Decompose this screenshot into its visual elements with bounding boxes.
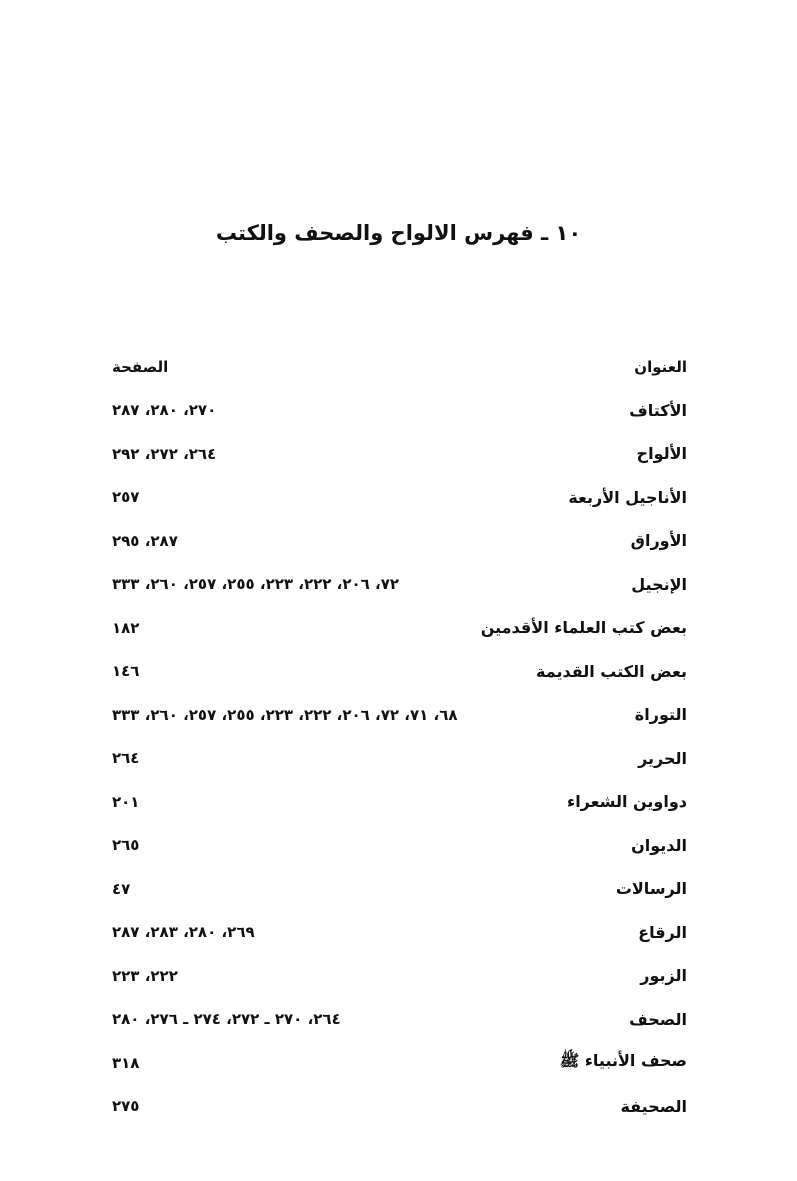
entry-pages: ٢٦٥	[112, 836, 140, 855]
header-term-label: العنوان	[634, 357, 687, 376]
index-header-row	[112, 345, 687, 389]
index-entry-row	[112, 650, 687, 694]
entry-pages: ١٤٦	[112, 662, 140, 681]
entry-term: الأكتاف	[629, 400, 687, 420]
index-entry-row	[112, 693, 687, 737]
entry-pages: ٤٧	[112, 879, 131, 898]
entry-term: الزبور	[640, 966, 687, 986]
entry-pages: ٢٠١	[112, 792, 140, 811]
entry-pages: ٣١٨	[112, 1053, 140, 1072]
entry-term: دواوين الشعراء	[567, 792, 687, 812]
entry-pages: ٢٥٧	[112, 488, 140, 507]
index-entry-row	[112, 389, 687, 433]
entry-term: الإنجيل	[631, 574, 687, 594]
index-entry-row	[112, 563, 687, 607]
entry-term: الحرير	[638, 748, 687, 768]
entry-term: الألواح	[636, 444, 687, 464]
index-entry-row	[112, 824, 687, 868]
index-entry-row	[112, 780, 687, 824]
entry-pages: ٢٦٤، ٢٧٢، ٢٩٢	[112, 444, 217, 463]
entry-term: بعض كتب العلماء الأقدمين	[480, 618, 687, 638]
entry-term: الصحيفة	[620, 1096, 687, 1116]
index-entry-row	[112, 476, 687, 520]
index-entry-row	[112, 1085, 687, 1129]
index-entry-row	[112, 998, 687, 1042]
index-entry-row	[112, 1041, 687, 1085]
entry-term: بعض الكتب القديمة	[536, 661, 687, 681]
index-entry-row	[112, 432, 687, 476]
entry-term: الرسالات	[615, 879, 687, 899]
entry-pages: ٢٦٤، ٢٧٠ ـ ٢٧٢، ٢٧٤ ـ ٢٧٦، ٢٨٠	[112, 1010, 341, 1029]
index-entry-row	[112, 867, 687, 911]
index-entry-row	[112, 911, 687, 955]
entry-pages: ٢٦٩، ٢٨٠، ٢٨٣، ٢٨٧	[112, 923, 255, 942]
index-table	[112, 345, 687, 1128]
entry-pages: ٧٢، ٢٠٦، ٢٢٢، ٢٢٣، ٢٥٥، ٢٥٧، ٢٦٠، ٣٣٣	[112, 575, 400, 594]
entry-term: صحف الأنبياء ﷺ	[559, 1051, 687, 1071]
index-entry-row	[112, 519, 687, 563]
entry-pages: ١٨٢	[112, 618, 140, 637]
entry-term: التوراة	[634, 705, 687, 725]
entry-term: الأوراق	[630, 531, 687, 551]
entry-term: الأناجيل الأربعة	[568, 487, 687, 507]
page-title: ١٠ ـ فهرس الالواح والصحف والكتب	[215, 221, 582, 245]
header-pages-label: الصفحة	[112, 357, 169, 376]
entry-pages: ٢٢٢، ٢٢٣	[112, 966, 178, 985]
entry-term: الرقاع	[638, 922, 687, 942]
entry-term: الصحف	[629, 1009, 687, 1029]
entry-pages: ٢٧٠، ٢٨٠، ٢٨٧	[112, 401, 217, 420]
entry-term: الديوان	[631, 835, 687, 855]
entry-pages: ٢٦٤	[112, 749, 140, 768]
index-entry-row	[112, 954, 687, 998]
entry-pages: ٢٨٧، ٢٩٥	[112, 531, 178, 550]
entry-pages: ٦٨، ٧١، ٧٢، ٢٠٦، ٢٢٢، ٢٢٣، ٢٥٥، ٢٥٧، ٢٦٠، ٣٣٣	[112, 705, 458, 724]
entry-pages: ٢٧٥	[112, 1097, 140, 1116]
index-entry-row	[112, 606, 687, 650]
index-entries	[112, 389, 687, 1129]
index-entry-row	[112, 737, 687, 781]
